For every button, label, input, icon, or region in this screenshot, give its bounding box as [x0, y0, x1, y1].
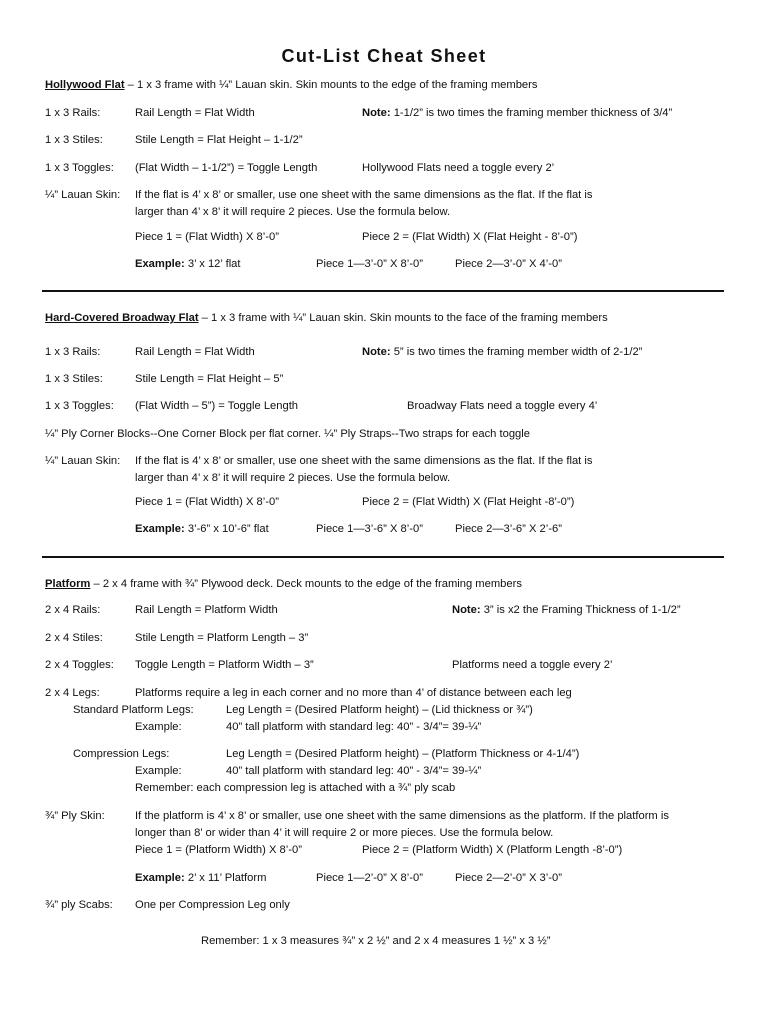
broadway-stiles-formula: Stile Length = Flat Height – 5” [135, 373, 284, 385]
hollywood-stiles-label: 1 x 3 Stiles: [45, 134, 103, 146]
broadway-rails-formula: Rail Length = Flat Width [135, 346, 255, 358]
broadway-note-text: 5” is two times the framing member width of 2-1/2” [393, 346, 643, 358]
broadway-example-piece1: Piece 1—3’-6” X 8’-0” [316, 523, 423, 535]
platform-skin-line1: If the platform is 4’ x 8’ or smaller, use one sheet with the same dimensions as the platform. If the platform is [135, 810, 669, 822]
hollywood-skin-line2: larger than 4’ x 8’ it will require 2 pieces. Use the formula below. [135, 206, 451, 218]
platform-rails-label: 2 x 4 Rails: [45, 604, 101, 616]
platform-example-text: 2’ x 11’ Platform [187, 872, 267, 884]
platform-example [135, 871, 266, 885]
hollywood-example-label: Example: [135, 258, 185, 270]
platform-heading-desc: – 2 x 4 frame with ¾” Plywood deck. Deck mounts to the edge of the framing members [93, 578, 522, 590]
platform-standard-example-label: Example: [135, 721, 182, 733]
platform-legs-text: Platforms require a leg in each corner and no more than 4’ of distance between each leg [135, 687, 572, 699]
broadway-example-piece2: Piece 2—3’-6” X 2’-6” [455, 523, 562, 535]
broadway-rails-label: 1 x 3 Rails: [45, 346, 101, 358]
broadway-heading: Hard-Covered Broadway Flat [45, 312, 199, 324]
platform-stiles-formula: Stile Length = Platform Length – 3” [135, 632, 309, 644]
hollywood-rails-label: 1 x 3 Rails: [45, 107, 101, 119]
broadway-note [362, 345, 642, 359]
hollywood-heading-line [45, 78, 537, 92]
platform-note [452, 603, 681, 617]
platform-piece2: Piece 2 = (Platform Width) X (Platform Length -8’-0”) [362, 844, 623, 856]
hollywood-heading-desc: – 1 x 3 frame with ¼” Lauan skin. Skin mounts to the edge of the framing members [127, 79, 538, 91]
platform-compression-example: 40” tall platform with standard leg: 40” - 3/4”= 39-¼” [226, 765, 482, 777]
section-divider [42, 556, 724, 558]
platform-note-label: Note: [452, 604, 481, 616]
platform-heading: Platform [45, 578, 91, 590]
broadway-blocks-line: ¼” Ply Corner Blocks--One Corner Block per flat corner. ¼” Ply Straps--Two straps for each toggle [45, 428, 530, 440]
broadway-toggles-formula: (Flat Width – 5”) = Toggle Length [135, 400, 299, 412]
broadway-heading-desc: – 1 x 3 frame with ¼” Lauan skin. Skin mounts to the face of the framing members [201, 312, 608, 324]
hollywood-toggles-label: 1 x 3 Toggles: [45, 162, 114, 174]
platform-toggles-label: 2 x 4 Toggles: [45, 659, 114, 671]
footer-remember: Remember: 1 x 3 measures ¾” x 2 ½” and 2 x 4 measures 1 ½” x 3 ½” [201, 935, 551, 947]
platform-note-text: 3” is x2 the Framing Thickness of 1-1/2” [483, 604, 681, 616]
platform-example-piece2: Piece 2—2’-0” X 3’-0” [455, 872, 562, 884]
platform-standard-legs-formula: Leg Length = (Desired Platform height) – (Lid thickness or ¾”) [226, 704, 533, 716]
broadway-toggles-note: Broadway Flats need a toggle every 4’ [407, 400, 598, 412]
hollywood-note-label: Note: [362, 107, 391, 119]
hollywood-stiles-formula: Stile Length = Flat Height – 1-1/2” [135, 134, 303, 146]
hollywood-note-text: 1-1/2” is two times the framing member thickness of 3/4” [393, 107, 673, 119]
hollywood-rails-formula: Rail Length = Flat Width [135, 107, 255, 119]
broadway-skin-label: ¼” Lauan Skin: [45, 455, 121, 467]
hollywood-example [135, 257, 241, 271]
platform-piece1: Piece 1 = (Platform Width) X 8’-0” [135, 844, 302, 856]
broadway-note-label: Note: [362, 346, 391, 358]
platform-skin-line2: longer than 8’ or wider than 4’ it will require 2 or more pieces. Use the formula below. [135, 827, 554, 839]
platform-stiles-label: 2 x 4 Stiles: [45, 632, 103, 644]
platform-scabs-label: ¾” ply Scabs: [45, 899, 113, 911]
hollywood-skin-label: ¼” Lauan Skin: [45, 189, 121, 201]
broadway-example [135, 522, 269, 536]
platform-compression-remember: Remember: each compression leg is attached with a ¾” ply scab [135, 782, 456, 794]
hollywood-toggles-formula: (Flat Width – 1-1/2”) = Toggle Length [135, 162, 318, 174]
broadway-skin-line2: larger than 4’ x 8’ it will require 2 pieces. Use the formula below. [135, 472, 451, 484]
hollywood-example-piece2: Piece 2—3’-0” X 4’-0” [455, 258, 562, 270]
broadway-example-label: Example: [135, 523, 185, 535]
hollywood-skin-line1: If the flat is 4’ x 8’ or smaller, use one sheet with the same dimensions as the flat. If the flat is [135, 189, 593, 201]
hollywood-toggles-note: Hollywood Flats need a toggle every 2’ [362, 162, 555, 174]
platform-toggles-formula: Toggle Length = Platform Width – 3” [135, 659, 314, 671]
platform-compression-legs-formula: Leg Length = (Desired Platform height) – (Platform Thickness or 4-1/4”) [226, 748, 580, 760]
broadway-toggles-label: 1 x 3 Toggles: [45, 400, 114, 412]
broadway-piece2: Piece 2 = (Flat Width) X (Flat Height -8’-0”) [362, 496, 575, 508]
broadway-example-text: 3’-6” x 10’-6” flat [187, 523, 269, 535]
platform-heading-line [45, 577, 522, 591]
platform-compression-example-label: Example: [135, 765, 182, 777]
section-divider [42, 290, 724, 292]
platform-standard-example: 40” tall platform with standard leg: 40” - 3/4”= 39-¼” [226, 721, 482, 733]
broadway-stiles-label: 1 x 3 Stiles: [45, 373, 103, 385]
page-title: Cut-List Cheat Sheet [281, 46, 487, 66]
platform-rails-formula: Rail Length = Platform Width [135, 604, 278, 616]
hollywood-piece1: Piece 1 = (Flat Width) X 8’-0” [135, 231, 279, 243]
platform-standard-legs-label: Standard Platform Legs: [73, 704, 194, 716]
platform-example-piece1: Piece 1—2’-0” X 8’-0” [316, 872, 423, 884]
hollywood-piece2: Piece 2 = (Flat Width) X (Flat Height - 8’-0”) [362, 231, 578, 243]
hollywood-example-text: 3’ x 12’ flat [187, 258, 241, 270]
hollywood-heading: Hollywood Flat [45, 79, 125, 91]
platform-toggles-note: Platforms need a toggle every 2’ [452, 659, 613, 671]
broadway-heading-line [45, 311, 608, 325]
hollywood-note [362, 106, 672, 120]
broadway-skin-line1: If the flat is 4’ x 8’ or smaller, use one sheet with the same dimensions as the flat. If the flat is [135, 455, 593, 467]
broadway-piece1: Piece 1 = (Flat Width) X 8’-0” [135, 496, 279, 508]
platform-skin-label: ¾” Ply Skin: [45, 810, 105, 822]
platform-compression-legs-label: Compression Legs: [73, 748, 170, 760]
platform-scabs-text: One per Compression Leg only [135, 899, 290, 911]
hollywood-example-piece1: Piece 1—3’-0” X 8’-0” [316, 258, 423, 270]
platform-legs-label: 2 x 4 Legs: [45, 687, 100, 699]
platform-example-label: Example: [135, 872, 185, 884]
